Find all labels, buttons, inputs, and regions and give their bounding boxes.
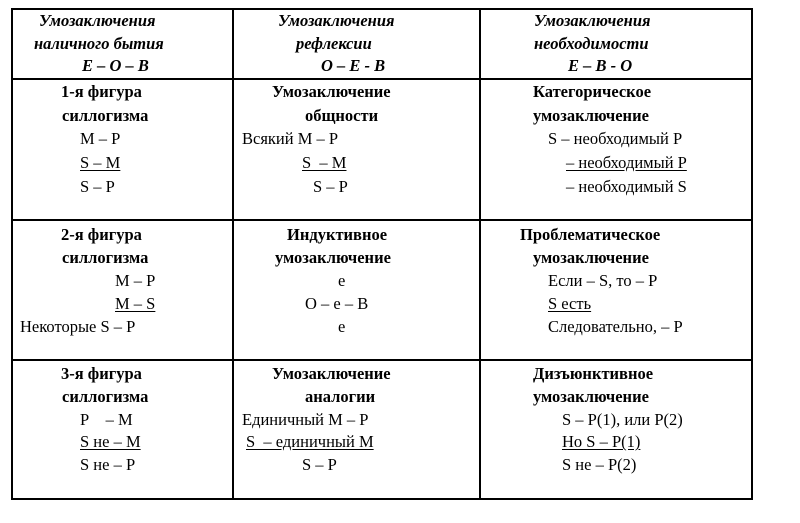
row2-col1-title2: силлогизма bbox=[62, 248, 149, 267]
row3-col1-line1: Р – М bbox=[80, 410, 133, 429]
row2-col3-title1: Проблематическое bbox=[520, 225, 661, 244]
row3-col2-line3: S – P bbox=[302, 455, 337, 474]
row3-col1-line2: S не – M bbox=[80, 432, 141, 451]
row3-col3-title2: умозаключение bbox=[533, 387, 649, 406]
row2-col1-line1: М – Р bbox=[115, 271, 156, 290]
row1-col1-line2: S – M bbox=[80, 153, 121, 172]
row3-col2-line2: S – единичный М bbox=[246, 432, 374, 451]
row3-col2-line1: Единичный М – Р bbox=[242, 410, 369, 429]
row2-col1-line2: M – S bbox=[115, 294, 156, 313]
header-col3-line1: Умозаключения bbox=[534, 11, 651, 30]
row3-col3-title1: Дизъюнктивное bbox=[533, 364, 654, 383]
row1-col2-line2: S – M bbox=[302, 153, 347, 172]
row2-col2-line2: О – е – В bbox=[305, 294, 369, 313]
header-col2-formula: О – Е - В bbox=[321, 56, 386, 75]
header-col1-line1: Умозаключения bbox=[39, 11, 156, 30]
row-divider bbox=[13, 359, 751, 361]
row1-col2-line3: S – P bbox=[313, 177, 348, 196]
row2-col2-title1: Индуктивное bbox=[287, 225, 388, 244]
row1-col2-title1: Умозаключение bbox=[272, 82, 391, 101]
row1-col3-line1: S – необходимый Р bbox=[548, 129, 683, 148]
row2-col2-title2: умозаключение bbox=[275, 248, 391, 267]
header-col3-formula: Е – В - О bbox=[568, 56, 633, 75]
row-divider bbox=[13, 78, 751, 80]
row2-col3-line3: Следовательно, – Р bbox=[548, 317, 683, 336]
row2-col2-line1: е bbox=[338, 271, 346, 290]
row3-col1-title1: 3-я фигура bbox=[61, 364, 142, 383]
column-divider bbox=[232, 10, 234, 498]
row1-col1-line3: S – P bbox=[80, 177, 115, 196]
row2-col1-title1: 2-я фигура bbox=[61, 225, 142, 244]
row2-col3-title2: умозаключение bbox=[533, 248, 649, 267]
column-divider bbox=[479, 10, 481, 498]
row2-col3-line2: S есть bbox=[548, 294, 592, 313]
row3-col3-line3: S не – P(2) bbox=[562, 455, 637, 474]
row1-col2-title2: общности bbox=[305, 106, 379, 125]
row3-col1-line3: S не – Р bbox=[80, 455, 136, 474]
row1-col3-line3: – необходимый S bbox=[566, 177, 687, 196]
header-col1-line2: наличного бытия bbox=[34, 34, 164, 53]
row3-col3-line1: S – P(1), или Р(2) bbox=[562, 410, 683, 429]
row1-col1-title1: 1-я фигура bbox=[61, 82, 142, 101]
row1-col2-line1: Всякий М – Р bbox=[242, 129, 339, 148]
row1-col1-line1: М – Р bbox=[80, 129, 121, 148]
row2-col3-line1: Если – S, то – Р bbox=[548, 271, 658, 290]
row3-col2-title2: аналогии bbox=[305, 387, 376, 406]
row-divider bbox=[13, 219, 751, 221]
header-col2-line2: рефлексии bbox=[296, 34, 372, 53]
row1-col3-line2: – необходимый Р bbox=[566, 153, 687, 172]
header-col2-line1: Умозаключения bbox=[278, 11, 395, 30]
row1-col3-title2: умозаключение bbox=[533, 106, 649, 125]
row2-col2-line3: е bbox=[338, 317, 346, 336]
row1-col3-title1: Категорическое bbox=[533, 82, 652, 101]
row2-col1-line3: Некоторые S – P bbox=[20, 317, 136, 336]
header-col1-formula: Е – О – В bbox=[82, 56, 149, 75]
row3-col1-title2: силлогизма bbox=[62, 387, 149, 406]
header-col3-line2: необходимости bbox=[534, 34, 649, 53]
row3-col3-line2: Но S – P(1) bbox=[562, 432, 641, 451]
row1-col1-title2: силлогизма bbox=[62, 106, 149, 125]
row3-col2-title1: Умозаключение bbox=[272, 364, 391, 383]
